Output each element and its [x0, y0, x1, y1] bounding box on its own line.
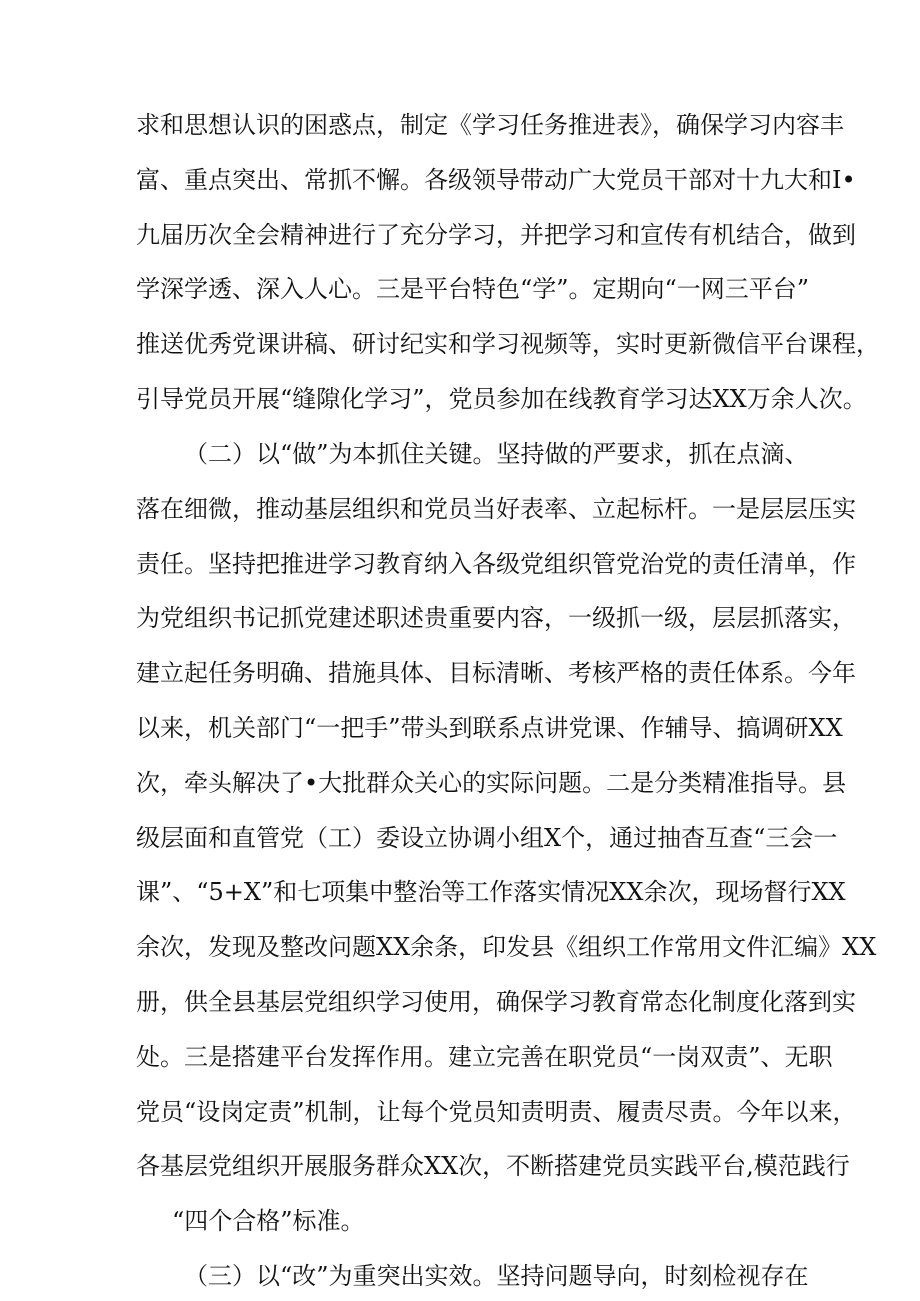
- text-line: 处。三是搭建平台发挥作用。建立完善在职党员“一岗双责”、无职: [136, 1043, 833, 1071]
- text-line: 引导党员开展“缝隙化学习”，党员参加在线教育学习达XX万余人次。: [136, 385, 867, 413]
- text-line: 落在细微，推动基层组织和党员当好表率、立起标杆。一是层层压实: [136, 495, 856, 523]
- text-line: 九届历次全会精神进行了充分学习，并把学习和宣传有机结合，做到: [136, 221, 856, 249]
- text-line: 求和思想认识的困惑点，制定《学习任务推进表》，确保学习内容丰: [136, 111, 844, 139]
- paragraph-heading-line: （二）以“做”为本抓住关键。坚持做的严要求，抓在点滴、: [184, 440, 809, 468]
- text-line: 余次，发现及整改问题XX余条，印发县《组织工作常用文件汇编》XX: [136, 933, 877, 961]
- paragraph-heading-line: （三）以“改”为重突出实效。坚持问题导向，时刻检视存在: [184, 1262, 809, 1290]
- text-line: 富、重点突出、常抓不懈。各级领导带动广大党员干部对十九大和I•: [136, 166, 856, 194]
- text-line: 次，牵头解决了•大批群众关心的实际问题。二是分类精准指导。县: [136, 769, 847, 797]
- text-line: 为党组织书记抓党建述职述贵重要内容，一级抓一级，层层抓落实，: [136, 604, 856, 632]
- text-line: 各基层党组织开展服务群众XX次，不断搭建党员实践平台,模范践行: [136, 1152, 850, 1180]
- text-line: 建立起任务明确、措施具体、目标清晰、考核严格的责任体系。今年: [136, 659, 856, 687]
- text-line: 推送优秀党课讲稿、研讨纪实和学习视频等，实时更新微信平台课程，: [136, 330, 880, 358]
- text-line: 学深学透、深入人心。三是平台特色“学”。定期向“一网三平台”: [136, 275, 810, 303]
- text-line: 级层面和直管党（工）委设立协调小组X个，通过抽杳互查“三会一: [136, 824, 838, 852]
- text-line: 党员“设岗定责”机制，让每个党员知责明责、履责尽责。今年以来，: [136, 1098, 857, 1126]
- text-line: 课”、“5+X”和七项集中整治等工作落实情况XX余次，现场督行XX: [136, 878, 846, 906]
- text-line: 以来，机关部门“一把手”带头到联系点讲党课、作辅导、搞调研XX: [136, 714, 843, 742]
- text-line: 册，供全县基层党组织学习使用，确保学习教育常态化制度化落到实: [136, 988, 856, 1016]
- text-line-last: “四个合格”标准。: [172, 1207, 365, 1235]
- text-line: 责任。坚持把推进学习教育纳入各级党组织管党治党的责任清单，作: [136, 550, 856, 578]
